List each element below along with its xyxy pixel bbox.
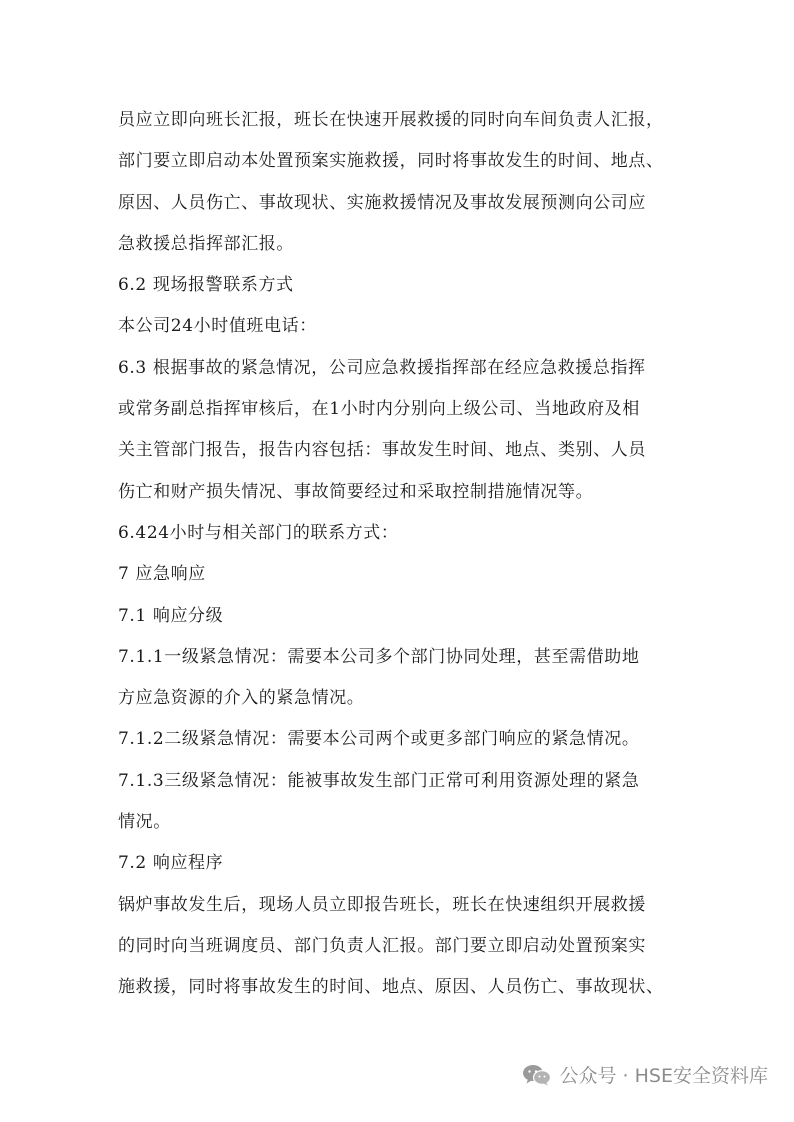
text-line: 情况。 bbox=[118, 812, 171, 833]
text-line: 锅炉事故发生后，现场人员立即报告班长，班长在快速组织开展救援 bbox=[118, 894, 646, 915]
text-line: 员应立即向班长汇报，班长在快速开展救援的同时向车间负责人汇报， bbox=[118, 110, 664, 130]
text-line: 7.1.3三级紧急情况：能被事故发生部门正常可利用资源处理的紧急 bbox=[118, 770, 640, 791]
text-line: 急救援总指挥部汇报。 bbox=[118, 233, 294, 254]
text-line: 施救援，同时将事故发生的时间、地点、原因、人员伤亡、事故现状、 bbox=[118, 977, 664, 998]
text-line: 方应急资源的介入的紧急情况。 bbox=[118, 688, 365, 709]
text-line: 6.3 根据事故的紧急情况，公司应急救援指挥部在经应急救援总指挥 bbox=[118, 357, 646, 378]
text-line: 部门要立即启动本处置预案实施救援，同时将事故发生的时间、地点、 bbox=[118, 151, 664, 172]
text-line: 6.424小时与相关部门的联系方式： bbox=[118, 522, 399, 543]
watermark bbox=[522, 1061, 768, 1088]
text-line: 7.1.1一级紧急情况：需要本公司多个部门协同处理，甚至需借助地 bbox=[118, 646, 640, 667]
wechat-icon bbox=[522, 1064, 552, 1086]
text-line: 关主管部门报告，报告内容包括：事故发生时间、地点、类别、人员 bbox=[118, 440, 646, 461]
text-line: 原因、人员伤亡、事故现状、实施救援情况及事故发展预测向公司应 bbox=[118, 192, 646, 213]
section-heading: 6.2 现场报警联系方式 bbox=[118, 275, 294, 296]
text-line: 本公司24小时值班电话： bbox=[118, 316, 317, 337]
text-line: 7.1.2二级紧急情况：需要本公司两个或更多部门响应的紧急情况。 bbox=[118, 729, 640, 750]
section-heading: 7.1 响应分级 bbox=[118, 605, 224, 626]
section-heading: 7 应急响应 bbox=[118, 564, 206, 585]
text-line: 或常务副总指挥审核后，在1小时内分别向上级公司、当地政府及相 bbox=[118, 399, 640, 420]
section-heading: 7.2 响应程序 bbox=[118, 853, 224, 874]
text-line: 伤亡和财产损失情况、事故简要经过和采取控制措施情况等。 bbox=[118, 481, 594, 502]
document-body bbox=[118, 100, 678, 1009]
text-line: 的同时向当班调度员、部门负责人汇报。部门要立即启动处置预案实 bbox=[118, 935, 646, 956]
watermark-text: 公众号 · HSE安全资料库 bbox=[559, 1065, 768, 1087]
